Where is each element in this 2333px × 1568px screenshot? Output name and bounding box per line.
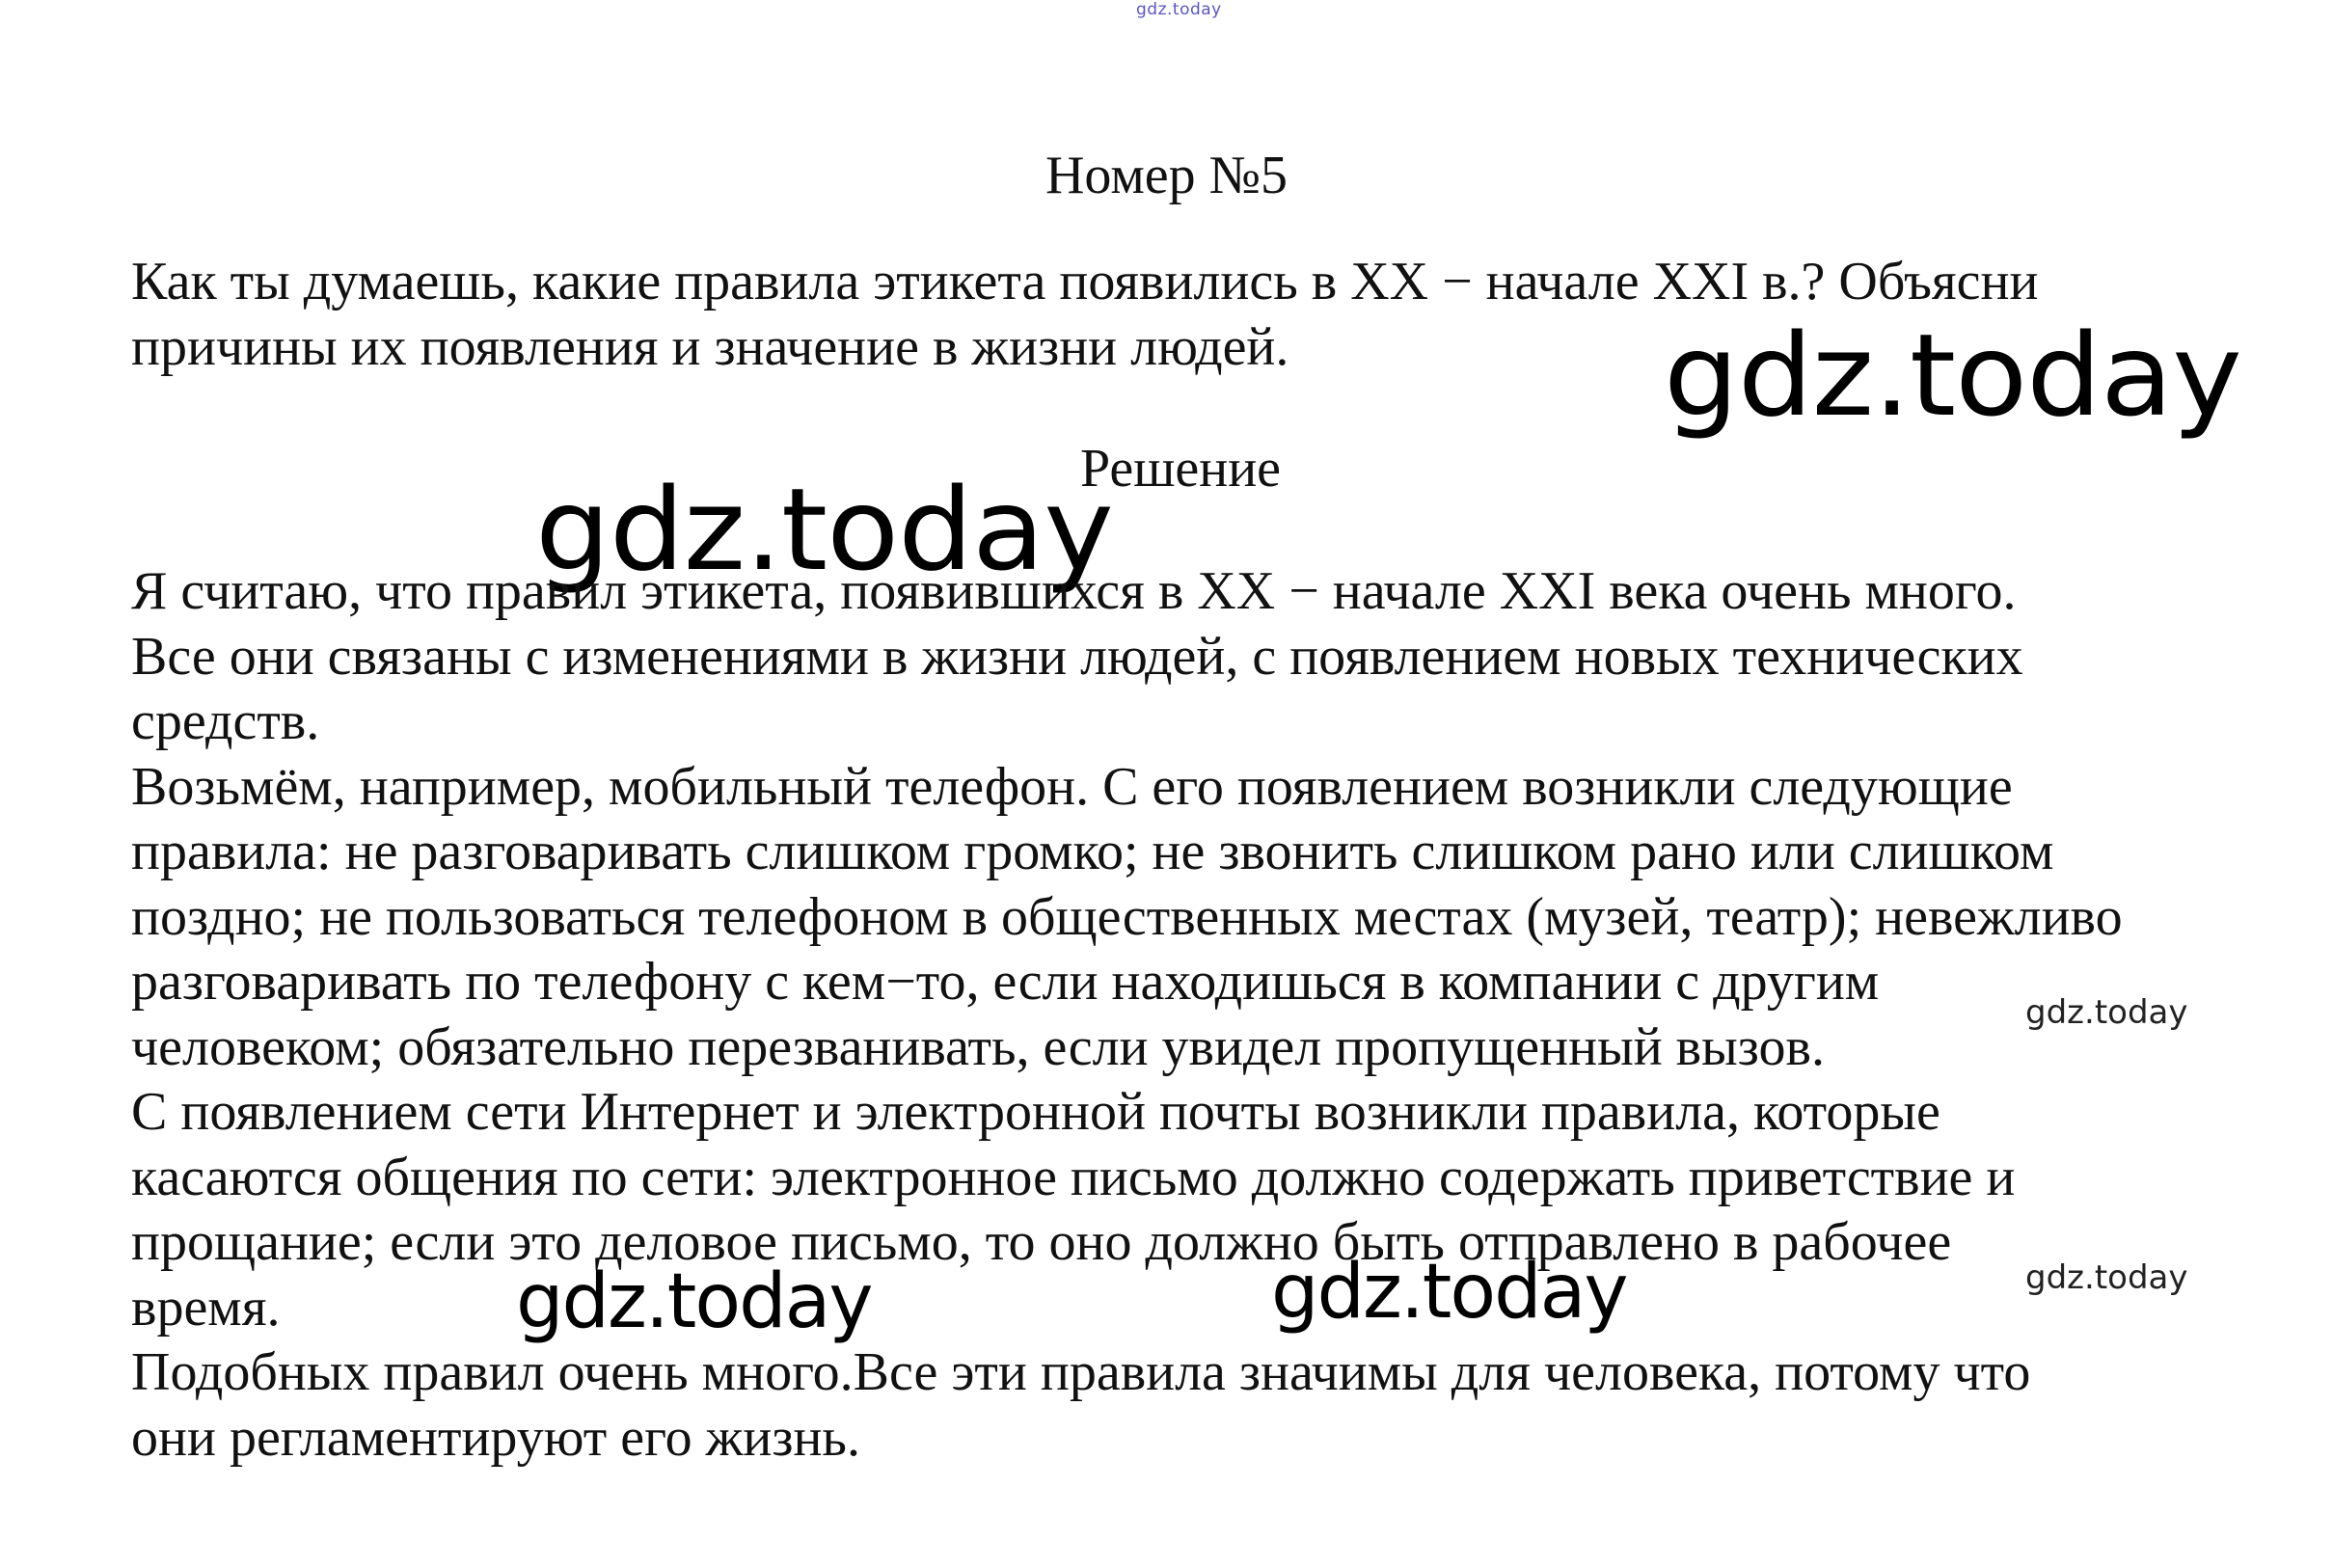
answer-line: средств. bbox=[131, 691, 320, 751]
watermark-small-right-2: gdz.today bbox=[2025, 1258, 2188, 1297]
answer-line: Подобных правил очень много.Все эти правила значимы для человека, потому что bbox=[131, 1342, 2031, 1402]
answer-line: человеком; обязательно перезванивать, если увидел пропущенный вызов. bbox=[131, 1016, 1825, 1077]
task-line: Как ты думаешь, какие правила этикета появились в XX − начале XXI в.? Объясни bbox=[131, 252, 2039, 311]
answer-line: они регламентируют его жизнь. bbox=[131, 1407, 860, 1468]
watermark-large-right: gdz.today bbox=[1664, 309, 2241, 442]
top-watermark: gdz.today bbox=[1136, 0, 1222, 19]
task-line: причины их появления и значение в жизни людей. bbox=[131, 317, 1289, 377]
answer-line: время. bbox=[131, 1277, 281, 1338]
watermark-mid-left: gdz.today bbox=[516, 1258, 872, 1345]
answer-line: правила: не разговаривать слишком громко; не звонить слишком рано или слишком bbox=[131, 822, 2054, 881]
answer-line: касаются общения по сети: электронное письмо должно содержать приветствие и bbox=[131, 1147, 2016, 1207]
page-title: Номер №5 bbox=[1044, 146, 1289, 205]
answer-line: разговаривать по телефону с кем−то, если находишься в компании с другим bbox=[131, 952, 1880, 1012]
answer-line: С появлением сети Интернет и электронной почты возникли правила, которые bbox=[131, 1082, 1940, 1142]
watermark-small-right-1: gdz.today bbox=[2025, 993, 2188, 1032]
answer-line: Все они связаны с изменениями в жизни людей, с появлением новых технических bbox=[131, 626, 2023, 687]
watermark-large-left: gdz.today bbox=[535, 463, 1113, 596]
answer-line: Я считаю, что правил этикета, появившихся в XX − начале XXI века очень много. bbox=[131, 561, 2017, 621]
answer-line: прощание; если это деловое письмо, то оно должно быть отправлено в рабочее bbox=[131, 1212, 1952, 1272]
answer-text bbox=[131, 559, 2253, 1471]
answer-line: поздно; не пользоваться телефоном в общественных местах (музей, театр); невежливо bbox=[131, 886, 2123, 947]
watermark-mid-center: gdz.today bbox=[1271, 1249, 1627, 1336]
answer-line: Возьмём, например, мобильный телефон. С его появлением возникли следующие bbox=[131, 756, 2013, 817]
solution-heading: Решение bbox=[1080, 439, 1282, 499]
